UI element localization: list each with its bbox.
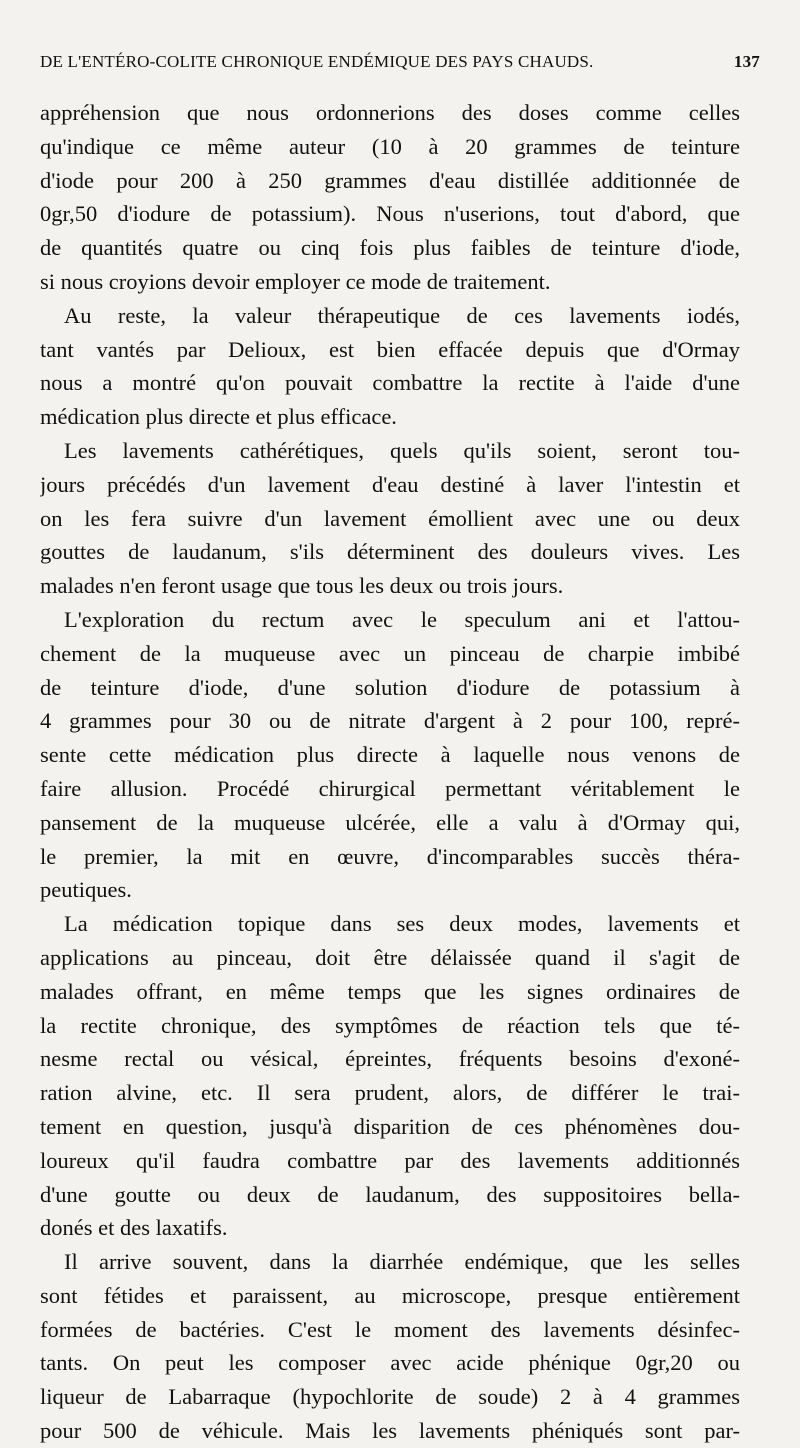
- text-line: gouttes de laudanum, s'ils déterminent des douleurs vives. Les: [40, 539, 740, 565]
- text-line: jours précédés d'un lavement d'eau destiné à laver l'intestin et: [40, 471, 740, 497]
- text-line: on les fera suivre d'un lavement émollient avec une ou deux: [40, 505, 740, 531]
- text-line: la rectite chronique, des symptômes de réaction tels que té-: [40, 1012, 740, 1038]
- text-line: liqueur de Labarraque (hypochlorite de soude) 2 à 4 grammes: [40, 1384, 740, 1410]
- text-line: de teinture d'iode, d'une solution d'iodure de potassium à: [40, 674, 740, 700]
- text-line: de quantités quatre ou cinq fois plus faibles de teinture d'iode,: [40, 235, 740, 261]
- text-line: nous a montré qu'on pouvait combattre la rectite à l'aide d'une: [40, 370, 740, 396]
- text-line: sente cette médication plus directe à laquelle nous venons de: [40, 742, 740, 768]
- text-line: tants. On peut les composer avec acide phénique 0gr,20 ou: [40, 1350, 740, 1376]
- text-line: le premier, la mit en œuvre, d'incomparables succès théra-: [40, 843, 740, 869]
- text-line: L'exploration du rectum avec le speculum ani et l'attou-: [64, 606, 740, 632]
- text-line: Les lavements cathérétiques, quels qu'ils soient, seront tou-: [64, 437, 740, 463]
- text-line: La médication topique dans ses deux modes, lavements et: [64, 911, 740, 937]
- running-header: [40, 52, 760, 82]
- text-line: formées de bactéries. C'est le moment des lavements désinfec-: [40, 1316, 740, 1342]
- text-line: faire allusion. Procédé chirurgical permettant véritablement le: [40, 775, 740, 801]
- text-line: loureux qu'il faudra combattre par des lavements additionnés: [40, 1147, 740, 1173]
- text-line: chement de la muqueuse avec un pinceau de charpie imbibé: [40, 640, 740, 666]
- text-line: malades n'en feront usage que tous les deux ou trois jours.: [40, 573, 564, 599]
- text-line: peutiques.: [40, 877, 132, 903]
- text-line: Il arrive souvent, dans la diarrhée endémique, que les selles: [64, 1249, 740, 1275]
- text-line: malades offrant, en même temps que les signes ordinaires de: [40, 978, 740, 1004]
- text-line: pour 500 de véhicule. Mais les lavements phéniqués sont par-: [40, 1418, 740, 1444]
- text-line: 0gr,50 d'iodure de potassium). Nous n'userions, tout d'abord, que: [40, 201, 740, 227]
- text-line: pansement de la muqueuse ulcérée, elle a valu à d'Ormay qui,: [40, 809, 740, 835]
- text-line: médication plus directe et plus efficace.: [40, 404, 397, 430]
- body-text: [40, 96, 740, 1448]
- text-line: ration alvine, etc. Il sera prudent, alors, de différer le trai-: [40, 1080, 740, 1106]
- text-line: d'iode pour 200 à 250 grammes d'eau distillée additionnée de: [40, 167, 740, 193]
- text-line: Au reste, la valeur thérapeutique de ces lavements iodés,: [64, 302, 740, 328]
- text-line: nesme rectal ou vésical, épreintes, fréquents besoins d'exoné-: [40, 1046, 740, 1072]
- text-line: qu'indique ce même auteur (10 à 20 grammes de teinture: [40, 133, 740, 159]
- text-line: sont fétides et paraissent, au microscope, presque entièrement: [40, 1282, 740, 1308]
- text-line: 4 grammes pour 30 ou de nitrate d'argent à 2 pour 100, repré-: [40, 708, 740, 734]
- text-line: donés et des laxatifs.: [40, 1215, 228, 1241]
- text-line: d'une goutte ou deux de laudanum, des suppositoires bella-: [40, 1181, 740, 1207]
- text-line: tement en question, jusqu'à disparition de ces phénomènes dou-: [40, 1113, 740, 1139]
- text-line: applications au pinceau, doit être délaissée quand il s'agit de: [40, 944, 740, 970]
- text-line: appréhension que nous ordonnerions des doses comme celles: [40, 100, 740, 125]
- text-line: tant vantés par Delioux, est bien effacée depuis que d'Ormay: [40, 336, 740, 362]
- page-number: 137: [733, 52, 760, 71]
- text-line: si nous croyions devoir employer ce mode de traitement.: [40, 268, 551, 294]
- running-title: DE L'ENTÉRO-COLITE CHRONIQUE ENDÉMIQUE DES PAYS CHAUDS.: [40, 52, 594, 71]
